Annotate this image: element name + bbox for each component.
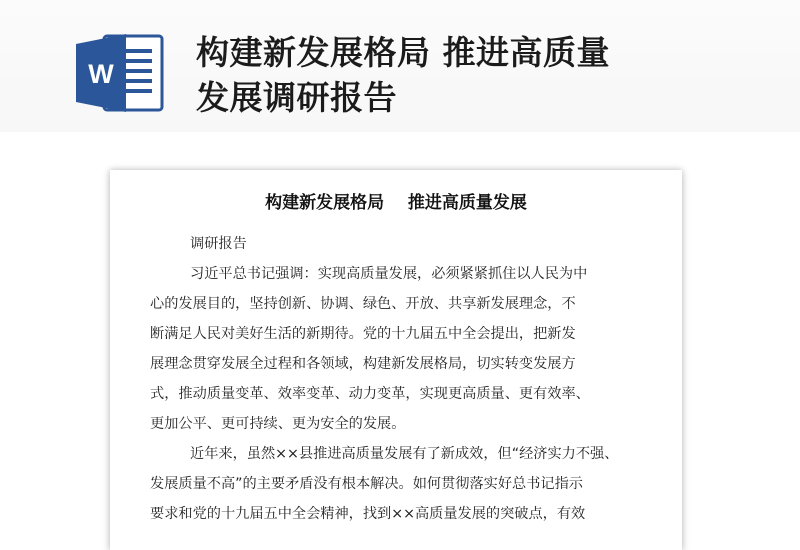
document-line: 心的发展目的，坚持创新、协调、绿色、开放、共享新发展理念，不: [150, 296, 576, 312]
document-title: 构建新发展格局 推进高质量发展: [265, 193, 527, 213]
document-line: 更加公平、更可持续、更为安全的发展。: [150, 416, 406, 432]
word-letter: W: [88, 59, 114, 89]
page-title: [196, 30, 666, 120]
document-line: 式，推动质量变革、效率变革、动力变革，实现更高质量、更有效率、: [150, 386, 590, 402]
document-line: 近年来，虽然××县推进高质量发展有了新成效，但“经济实力不强、: [190, 446, 619, 462]
title-line-2: 发展调研报告: [196, 78, 397, 117]
document-line: 断满足人民对美好生活的新期待。党的十九届五中全会提出，把新发: [150, 326, 576, 342]
document-line: 调研报告: [190, 236, 247, 252]
header-banner: [0, 0, 800, 132]
document-page-preview: [110, 170, 682, 550]
document-line: 展理念贯穿发展全过程和各领域，构建新发展格局，切实转变发展方: [150, 356, 576, 372]
document-line: 发展质量不高”的主要矛盾没有根本解决。如何贯彻落实好总书记指示: [150, 476, 583, 492]
document-line: 习近平总书记强调：实现高质量发展，必须紧紧抓住以人民为中: [190, 266, 588, 282]
title-line-1: 构建新发展格局 推进高质量: [196, 33, 610, 72]
word-document-icon: [76, 32, 164, 114]
document-line: 要求和党的十九届五中全会精神，找到××高质量发展的突破点，有效: [150, 506, 586, 522]
